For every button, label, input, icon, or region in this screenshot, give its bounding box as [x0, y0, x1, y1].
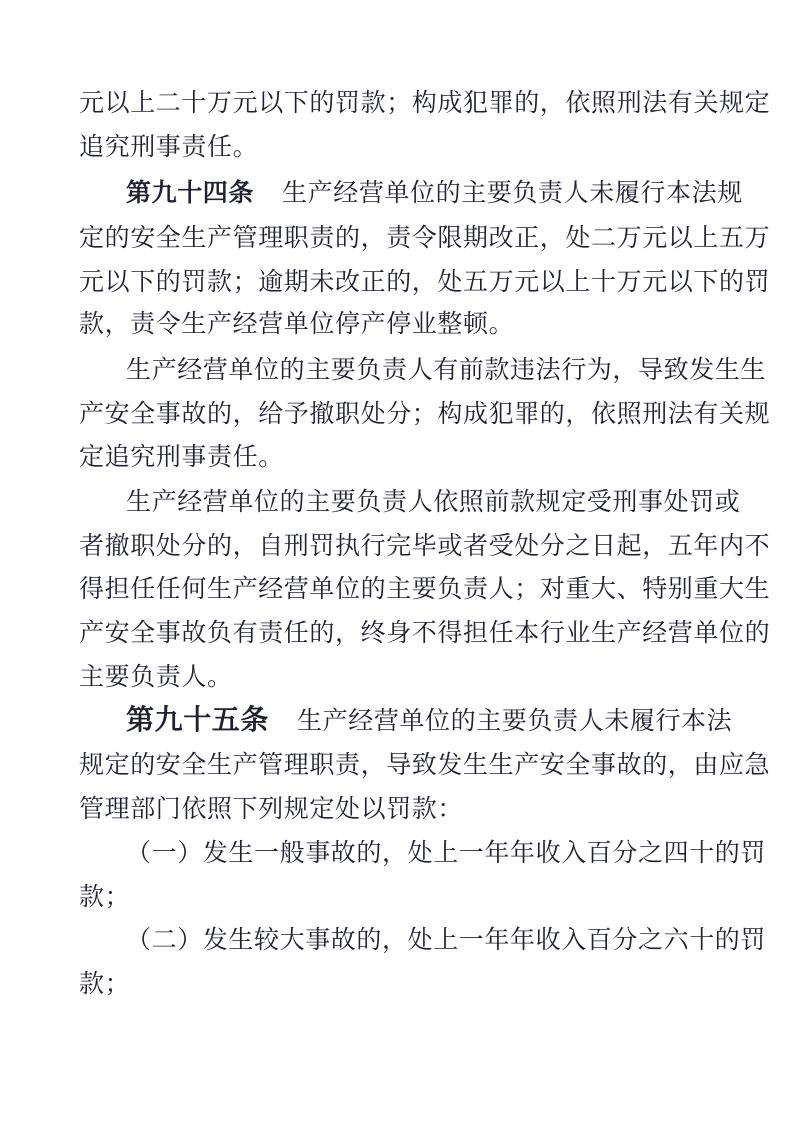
text-line: 追究刑事责任。 — [79, 132, 259, 161]
list-item-2: （二）发生较大事故的，处上一年年收入百分之六十的罚 — [126, 925, 767, 954]
text-line: 规定的安全生产管理职责，导致发生生产安全事故的，由应急 — [79, 750, 771, 779]
article-95-title: 第九十五条 — [126, 703, 270, 736]
text-line: 得担任任何生产经营单位的主要负责人；对重大、特别重大生 — [79, 574, 771, 603]
text-line: 生产经营单位的主要负责人未履行本法 — [297, 706, 733, 735]
text-line: 者撤职处分的，自刑罚执行完毕或者受处分之日起，五年内不 — [79, 531, 771, 560]
text-line: 定追究刑事责任。 — [79, 442, 284, 471]
text-line: 款； — [79, 882, 131, 911]
text-line: 定的安全生产管理职责的，责令限期改正，处二万元以上五万 — [79, 223, 771, 252]
article-95-first-line — [126, 703, 733, 736]
list-item-1: （一）发生一般事故的，处上一年年收入百分之四十的罚 — [126, 838, 767, 867]
text-line: 生产经营单位的主要负责人未履行本法规 — [282, 178, 743, 207]
text-line: 产安全事故的，给予撤职处分；构成犯罪的，依照刑法有关规 — [79, 399, 771, 428]
text-line: 生产经营单位的主要负责人依照前款规定受刑事处罚或 — [126, 487, 741, 516]
article-94-first-line — [126, 180, 743, 205]
text-line: 元以上二十万元以下的罚款；构成犯罪的，依照刑法有关规定 — [79, 88, 771, 117]
text-line: 生产经营单位的主要负责人有前款违法行为，导致发生生 — [126, 355, 767, 384]
article-94-title: 第九十四条 — [126, 178, 255, 207]
text-line: 元以下的罚款；逾期未改正的，处五万元以上十万元以下的罚 — [79, 267, 771, 296]
text-line: 款，责令生产经营单位停产停业整顿。 — [79, 309, 515, 338]
text-line: 款； — [79, 969, 131, 998]
text-line: 产安全事故负有责任的，终身不得担任本行业生产经营单位的 — [79, 618, 771, 647]
text-line: 管理部门依照下列规定处以罚款： — [79, 794, 464, 823]
text-line: 主要负责人。 — [79, 662, 233, 691]
